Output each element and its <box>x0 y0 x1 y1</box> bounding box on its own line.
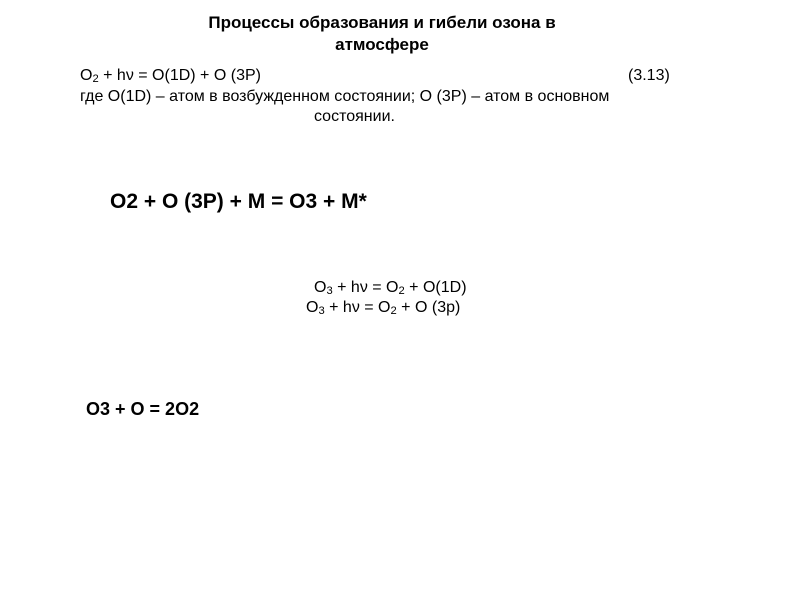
slide-title-line-2: атмосфере <box>335 35 429 54</box>
reaction-ozone-photolysis-1d: O3 + hν = O2 + O(1D) <box>314 279 467 297</box>
reaction-ozone-formation: O2 + O (3P) + M = O3 + M* <box>110 190 367 213</box>
slide-title-line-1: Процессы образования и гибели озона в <box>208 13 556 32</box>
note-line-2: состоянии. <box>314 108 395 125</box>
equation-number: (3.13) <box>628 67 670 84</box>
slide-title <box>0 12 764 56</box>
reaction-ozone-photolysis-3p: O3 + hν = O2 + O (3p) <box>306 299 461 317</box>
note-line-1: где O(1D) – атом в возбужденном состоянии; O (3P) – атом в основном <box>80 88 610 105</box>
reaction-ozone-photolysis-o2: O2 + hν = O(1D) + O (3P) <box>80 67 261 85</box>
reaction-ozone-destruction: O3 + O = 2O2 <box>86 399 200 419</box>
